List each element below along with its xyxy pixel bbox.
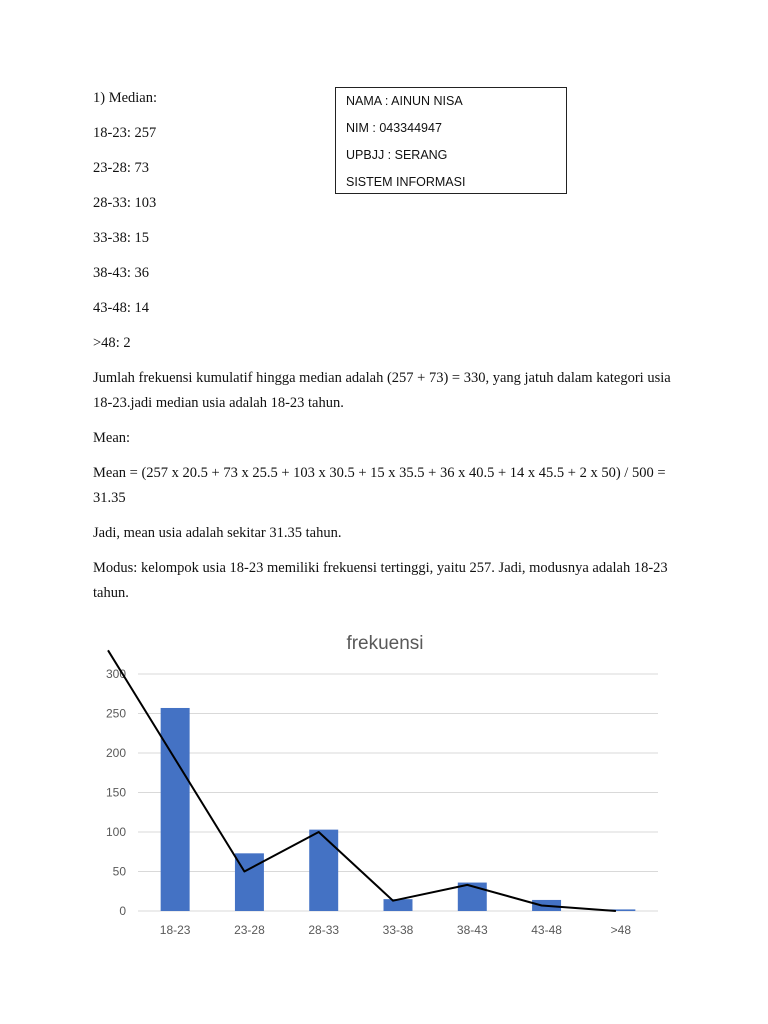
y-tick-label: 50 xyxy=(112,864,126,879)
frequency-row: 18-23: 257 xyxy=(93,125,157,141)
student-upbjj: UPBJJ : SERANG xyxy=(346,148,448,162)
y-tick-label: 200 xyxy=(105,746,126,760)
x-tick-label: 43-48 xyxy=(531,923,562,937)
mode-paragraph: Modus: kelompok usia 18-23 memiliki frekuensi tertinggi, yaitu 257. Jadi, modusnya adalah 18-23 tahun. xyxy=(93,560,668,601)
student-id-box xyxy=(335,87,567,194)
mean-conclusion: Jadi, mean usia adalah sekitar 31.35 tahun. xyxy=(93,525,342,541)
y-tick-label: 300 xyxy=(105,667,126,681)
student-name: NAMA : AINUN NISA xyxy=(346,94,463,108)
student-program: SISTEM INFORMASI xyxy=(346,175,466,189)
frequency-row: 43-48: 14 xyxy=(93,300,149,316)
x-tick-label: 38-43 xyxy=(456,923,488,937)
bar-18-23 xyxy=(161,708,190,911)
chart-x-axis xyxy=(160,923,632,937)
x-tick-label: 33-38 xyxy=(382,923,414,937)
frequency-row: 28-33: 103 xyxy=(93,195,157,211)
y-tick-label: 150 xyxy=(105,785,126,800)
chart-canvas xyxy=(100,625,680,955)
median-heading: 1) Median: xyxy=(93,90,158,106)
chart-y-axis xyxy=(106,667,126,918)
y-tick-label: 100 xyxy=(105,825,126,839)
frequency-row: >48: 2 xyxy=(93,335,131,351)
chart-gridlines xyxy=(138,674,658,911)
chart-bars xyxy=(161,708,636,911)
student-nim: NIM : 043344947 xyxy=(346,121,442,135)
frequency-row: 38-43: 36 xyxy=(93,265,149,281)
frequency-row: 33-38: 15 xyxy=(93,230,149,246)
bar-28-33 xyxy=(309,830,338,911)
bar-33-38 xyxy=(384,899,413,911)
x-tick-label: 18-23 xyxy=(159,923,191,937)
chart-title: frekuensi xyxy=(346,633,424,654)
y-tick-label: 250 xyxy=(105,706,126,721)
frequency-row: 23-28: 73 xyxy=(93,160,149,176)
frequency-chart xyxy=(100,625,680,955)
mean-heading: Mean: xyxy=(93,430,131,446)
x-tick-label: >48 xyxy=(610,923,632,937)
y-tick-label: 0 xyxy=(119,904,126,918)
mean-formula: Mean = (257 x 20.5 + 73 x 25.5 + 103 x 30.5 + 15 x 35.5 + 36 x 40.5 + 14 x 45.5 + 2 x 50) / 500 = 31.35 xyxy=(93,465,666,506)
x-tick-label: 23-28 xyxy=(234,923,265,937)
median-explanation: Jumlah frekuensi kumulatif hingga median adalah (257 + 73) = 330, yang jatuh dalam kategori usia 18-23.jadi median usia adalah 18-23 tahun. xyxy=(93,370,671,411)
x-tick-label: 28-33 xyxy=(308,923,340,937)
